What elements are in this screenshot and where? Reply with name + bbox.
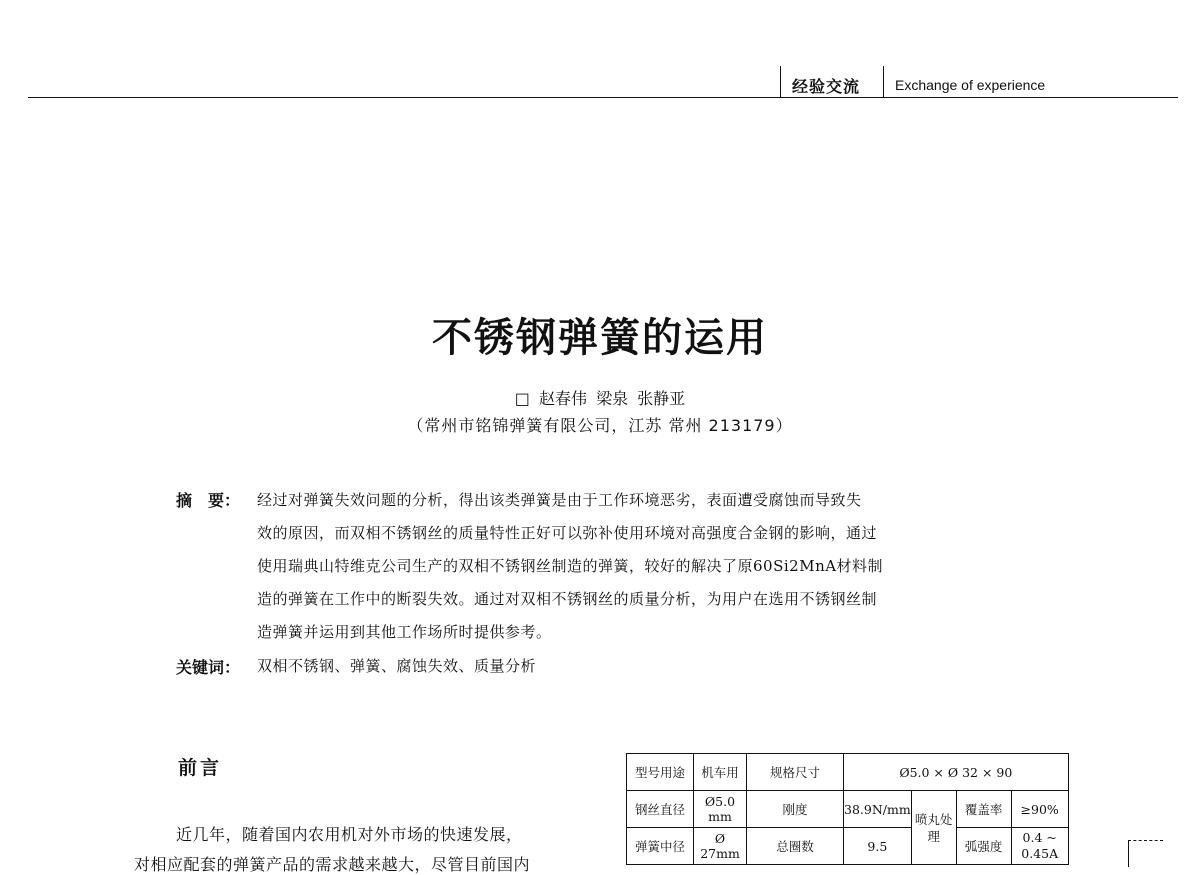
spec-table [626, 753, 1069, 865]
keywords-label: 关键词： [176, 658, 241, 677]
article-title: 不锈钢弹簧的运用 [432, 314, 768, 361]
abstract-line: 经过对弹簧失效问题的分析，得出该类弹簧是由于工作环境恶劣，表面遭受腐蚀而导致失 [257, 491, 862, 509]
table-cell: ≥90% [1011, 791, 1068, 828]
table-row [627, 754, 1069, 791]
table-cell: 规格尺寸 [747, 754, 844, 791]
authors: □ 赵春伟 梁泉 张静亚 [514, 389, 686, 408]
body-line: 对相应配套的弹簧产品的需求越来越大，尽管目前国内 [134, 855, 531, 874]
table-cell: 覆盖率 [956, 791, 1011, 828]
abstract-line: 使用瑞典山特维克公司生产的双相不锈钢丝制造的弹簧，较好的解决了原60Si2MnA材料制 [257, 557, 884, 575]
affiliation: （常州市铭锦弹簧有限公司，江苏 常州 213179） [407, 416, 793, 435]
table-cell: 刚度 [747, 791, 844, 828]
table-cell: 0.4 ~ 0.45A [1011, 828, 1068, 865]
keywords-text: 双相不锈钢、弹簧、腐蚀失效、质量分析 [257, 657, 537, 675]
table-row [627, 828, 1069, 865]
table-cell: Ø5.0 × Ø 32 × 90 [844, 754, 1069, 791]
table-cell: 总圈数 [747, 828, 844, 865]
header-left-divider [780, 66, 781, 97]
abstract-label: 摘 要： [176, 491, 241, 510]
table-cell: 喷丸处理 [911, 791, 956, 865]
abstract-line: 造的弹簧在工作中的断裂失效。通过对双相不锈钢丝的质量分析，为用户在选用不锈钢丝制 [257, 590, 878, 608]
section-title: 前言 [178, 757, 223, 779]
abstract-line: 效的原因，而双相不锈钢丝的质量特性正好可以弥补使用环境对高强度合金钢的影响，通过 [257, 524, 878, 542]
table-cell: 型号用途 [627, 754, 694, 791]
table-cell: Ø 27mm [694, 828, 747, 865]
table-cell: 38.9N/mm [844, 791, 912, 828]
body-line: 近几年，随着国内农用机对外市场的快速发展， [176, 825, 523, 844]
table-cell: 钢丝直径 [627, 791, 694, 828]
table-cell: 9.5 [844, 828, 912, 865]
table-cell: 弧强度 [956, 828, 1011, 865]
table-cell: Ø5.0 mm [694, 791, 747, 828]
header-rule [28, 97, 1178, 98]
header-section-cn: 经验交流 [792, 77, 861, 96]
table-row [627, 791, 1069, 828]
header-section-en: Exchange of experience [895, 77, 1046, 93]
table-cell: 机车用 [694, 754, 747, 791]
table-cell: 弹簧中径 [627, 828, 694, 865]
header-mid-divider [883, 66, 884, 97]
abstract-line: 造弹簧并运用到其他工作场所时提供参考。 [257, 623, 552, 641]
page-edge-mark [1128, 840, 1163, 867]
